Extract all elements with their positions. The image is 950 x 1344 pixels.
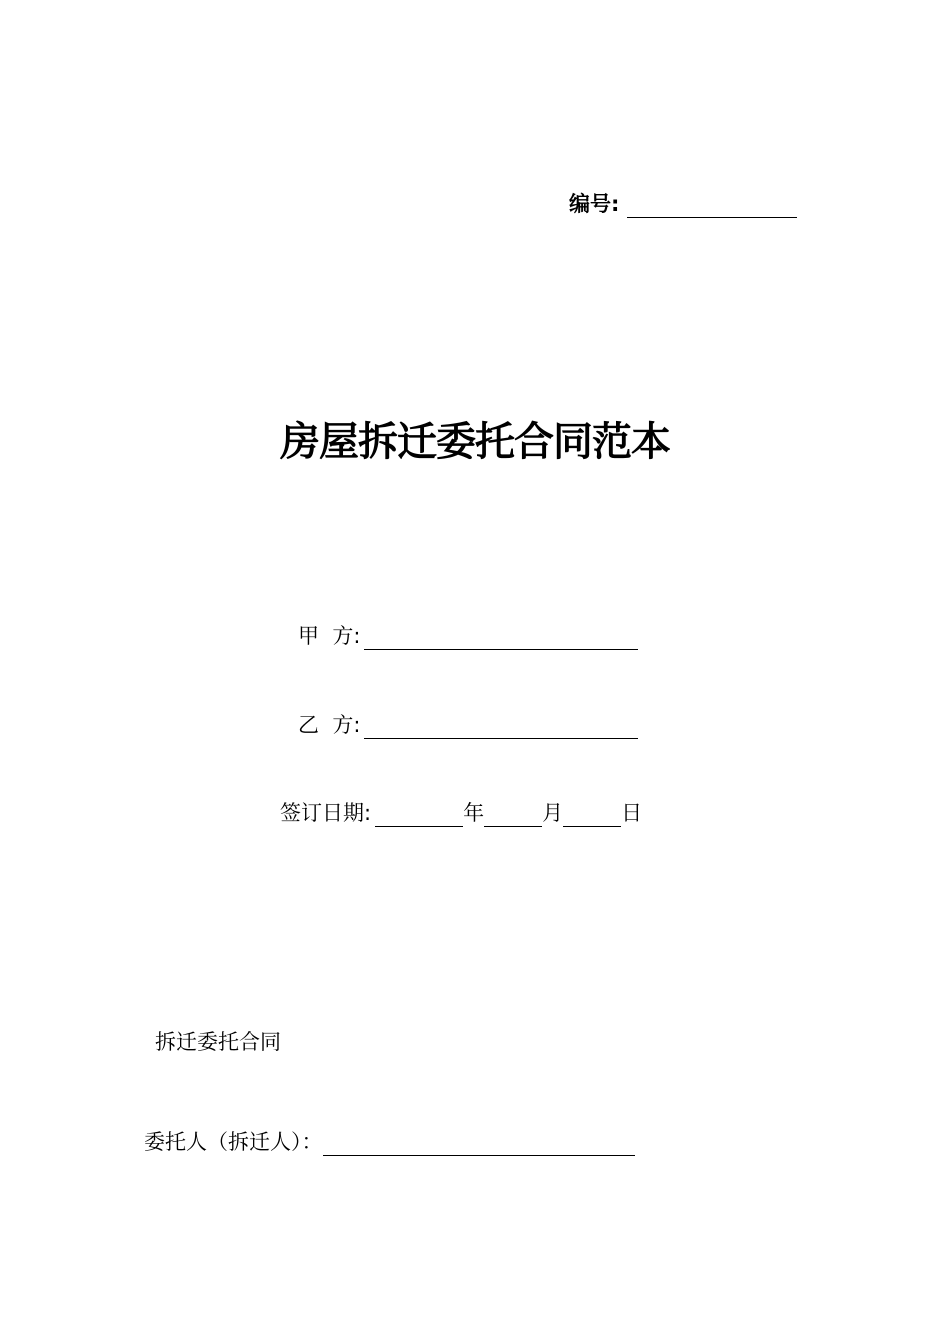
party-a-blank[interactable] [364, 627, 638, 650]
party-b-blank[interactable] [364, 716, 638, 739]
party-b-label: 乙 方: [298, 713, 361, 737]
day-blank[interactable] [563, 804, 621, 827]
consignor-field [144, 1126, 635, 1156]
document-number-blank[interactable] [627, 195, 797, 218]
year-label: 年 [463, 801, 485, 825]
document-number-field [569, 188, 797, 218]
contract-heading: 拆迁委托合同 [155, 1030, 281, 1054]
month-label: 月 [542, 801, 564, 825]
document-title: 房屋拆迁委托合同范本 [280, 419, 670, 465]
signing-date-label: 签订日期: [280, 801, 372, 825]
month-blank[interactable] [484, 804, 542, 827]
year-blank[interactable] [375, 804, 463, 827]
consignor-label: 委托人（拆迁人）： [144, 1130, 323, 1154]
document-number-label: 编号: [569, 192, 620, 216]
party-a-label: 甲 方: [298, 624, 361, 648]
party-a-field [298, 620, 638, 650]
day-label: 日 [621, 801, 643, 825]
consignor-blank[interactable] [323, 1133, 635, 1156]
party-b-field [298, 709, 638, 739]
signing-date-field [280, 797, 642, 827]
